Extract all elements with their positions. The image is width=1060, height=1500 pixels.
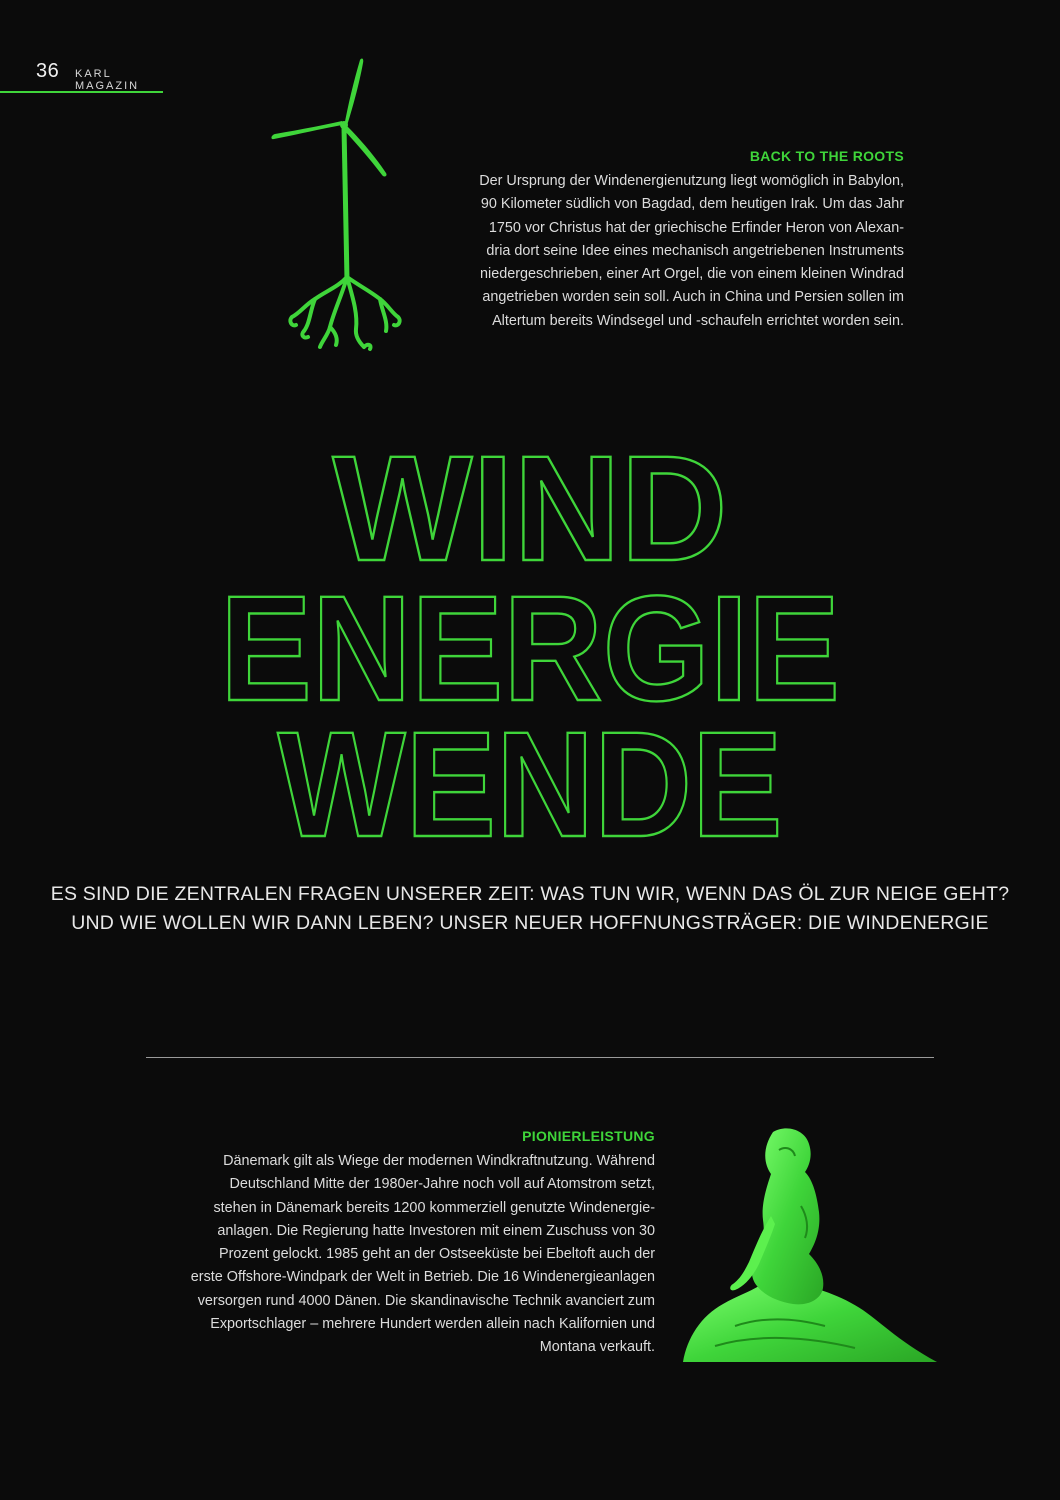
section-pionierleistung <box>130 1128 655 1360</box>
section-back-to-the-roots <box>420 148 904 333</box>
section-body: Der Ursprung der Windenergienutzung liegt womöglich in Babylon, 90 Kilometer südlich von Bagdad, dem heutigen Irak. Um das Jahr 1750 vor Christus hat der griechische Erfinder Heron von Alexan- dria dort seine Idee eines mechanisch angetriebenen Instruments niedergeschrieben, einer Art Orgel, die von einem kleinen Windrad angetrieben worden sein soll. Auch in China und Persien sollen im Altertum bereits Windsegel und -schaufeln errichtet worden sein. <box>479 173 904 329</box>
headline-line-3: WENDE <box>277 700 783 860</box>
headline <box>0 420 1060 860</box>
page-header <box>0 60 163 93</box>
subtitle: ES SIND DIE ZENTRALEN FRAGEN UNSERER ZEIT: WAS TUN WIR, WENN DAS ÖL ZUR NEIGE GEHT? UND WIE WOLLEN WIR DANN LEBEN? UNSER NEUER HOFFNUNGSTRÄGER: DIE WINDENERGIE <box>50 883 1010 934</box>
headline-line-1: WIND <box>332 424 728 592</box>
wind-turbine-tree-icon <box>260 55 430 355</box>
divider <box>146 1057 934 1058</box>
magazine-name: KARL MAGAZIN <box>75 68 140 92</box>
headline-line-2: ENERGIE <box>220 564 840 732</box>
section-heading: BACK TO THE ROOTS <box>749 148 904 164</box>
page-number: 36 <box>36 60 60 82</box>
section-heading: PIONIERLEISTUNG <box>522 1128 655 1144</box>
section-body: Dänemark gilt als Wiege der modernen Windkraftnutzung. Während Deutschland Mitte der 1980er-Jahre noch voll auf Atomstrom setzt, stehen in Dänemark bereits 1200 kommerziell genutzte Windenergie- anlagen. Die Regierung hatte Investoren mit einem Zuschuss von 30 Prozent gelockt. 1985 geht an der Ostseeküste bei Ebeltoft auch der erste Offshore-Windpark der Welt in Betrieb. Die 16 Windenergieanlagen versorgen rund 4000 Dänen. Die skandinavische Technik avanciert zum Exportschlager – mehrere Hundert werden allein nach Kalifornien und Montana verkauft. <box>190 1153 655 1356</box>
little-mermaid-statue-icon <box>675 1120 945 1370</box>
